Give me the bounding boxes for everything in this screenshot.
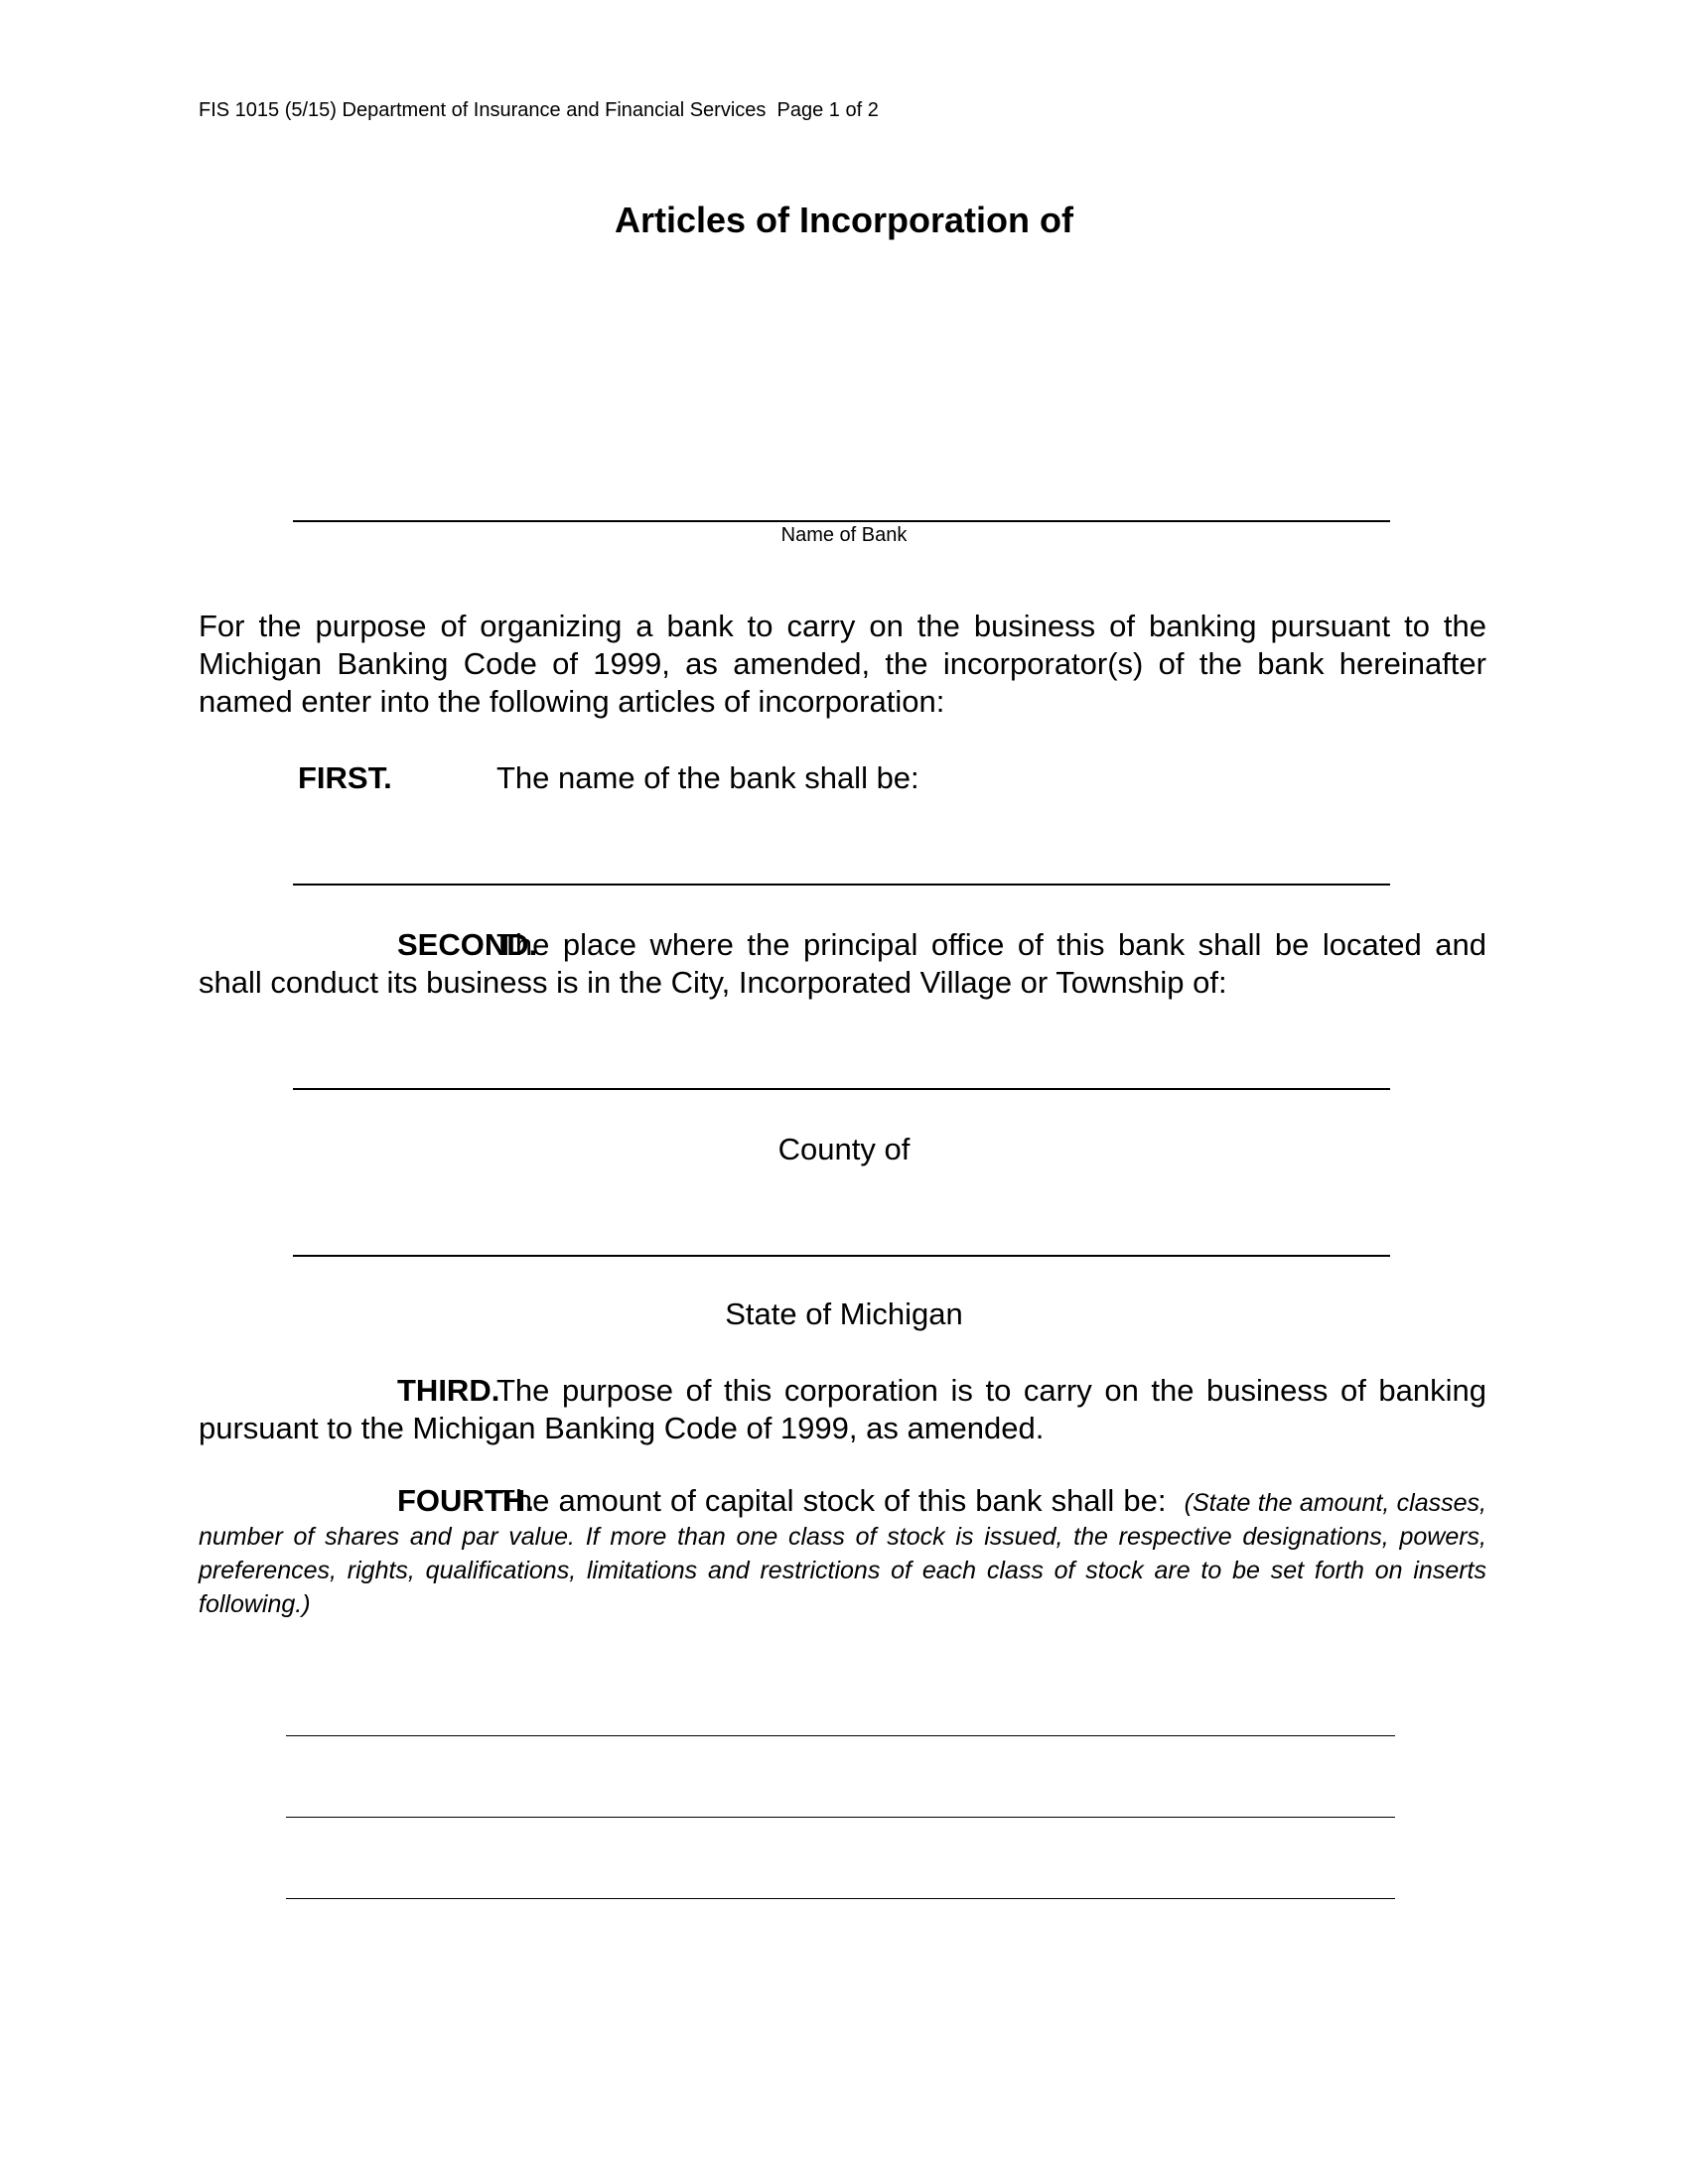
first-answer-line[interactable]: [293, 884, 1390, 886]
article-third-label: THIRD.: [397, 1373, 500, 1408]
state-caption: State of Michigan: [725, 1297, 963, 1331]
city-answer-line[interactable]: [293, 1088, 1390, 1090]
bank-name-line[interactable]: [293, 520, 1390, 522]
capital-stock-line-2[interactable]: [286, 1817, 1395, 1818]
county-answer-line[interactable]: [293, 1255, 1390, 1257]
article-second-text: The place where the principal office of this bank shall be located and shall conduct its business is in the City, Incorporated Village or Township of:: [199, 927, 1486, 1000]
article-first-label: FIRST.: [298, 760, 392, 795]
article-fourth-note: (State the amount, classes, number of shares and par value. If more than one class of stock is issued, the respective designations, powers, preferences, rights, qualifications, limitations and restrictions of each class of stock are to be set forth on inserts following.): [199, 1489, 1486, 1618]
county-caption: County of: [777, 1132, 911, 1166]
capital-stock-line-1[interactable]: [286, 1735, 1395, 1736]
article-fourth-text: The amount of capital stock of this bank shall be:: [496, 1483, 1167, 1518]
document-title: Articles of Incorporation of: [614, 200, 1074, 240]
capital-stock-line-3[interactable]: [286, 1898, 1395, 1899]
article-first: [298, 759, 1486, 797]
intro-paragraph: For the purpose of organizing a bank to carry on the business of banking pursuant to the Michigan Banking Code of 1999, as amended, the incorporator(s) of the bank hereinafter named enter into the following articles of incorporation:: [199, 609, 1486, 719]
article-second: [199, 926, 1486, 1002]
form-header: FIS 1015 (5/15) Department of Insurance and Financial Services Page 1 of 2: [199, 99, 879, 121]
article-first-text: The name of the bank shall be:: [496, 760, 919, 795]
article-second-label: SECOND.: [397, 927, 538, 962]
article-fourth-label: FOURTH.: [397, 1483, 534, 1518]
article-fourth: [199, 1485, 1486, 1620]
bank-name-caption: Name of Bank: [780, 524, 908, 546]
article-third: [199, 1372, 1486, 1447]
article-third-text: The purpose of this corporation is to carry on the business of banking pursuant to the Michigan Banking Code of 1999, as amended.: [199, 1373, 1486, 1445]
